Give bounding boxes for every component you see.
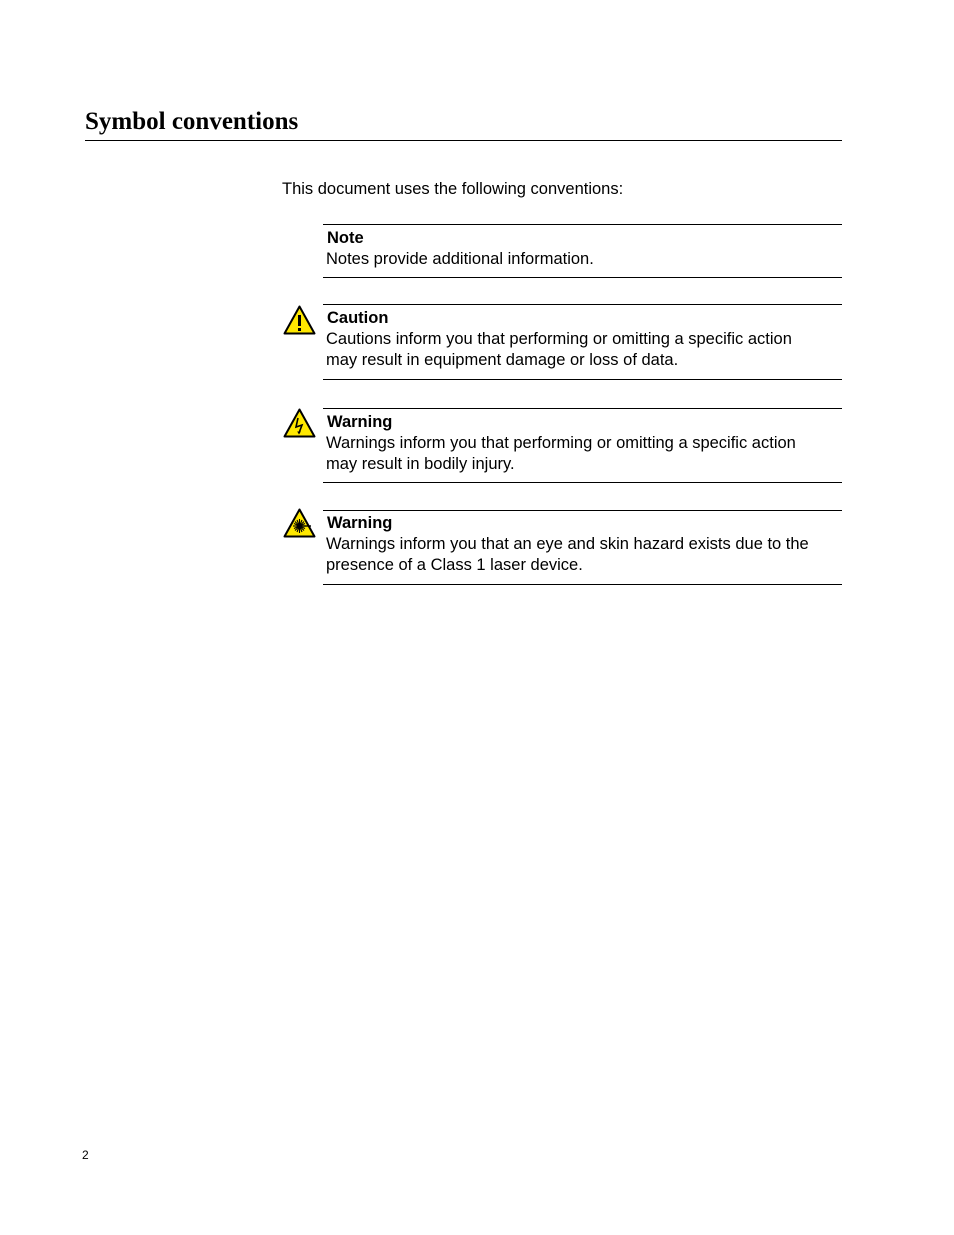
electrical-hazard-icon	[283, 408, 316, 438]
caution-block	[323, 304, 842, 380]
electrical-warning-heading: Warning	[327, 413, 393, 431]
laser-warning-block	[323, 510, 842, 585]
caution-exclamation-icon	[283, 305, 316, 335]
caution-text-line-1: Cautions inform you that performing or omitting a specific action	[326, 330, 792, 348]
page-number: 2	[82, 1148, 89, 1162]
electrical-warning-text-line-1: Warnings inform you that performing or omitting a specific action	[326, 434, 796, 452]
note-block	[323, 224, 842, 278]
title-divider	[85, 140, 842, 141]
laser-warning-text-line-1: Warnings inform you that an eye and skin hazard exists due to the	[326, 535, 809, 553]
caution-text-line-2: may result in equipment damage or loss of data.	[326, 350, 679, 369]
electrical-warning-block	[323, 408, 842, 483]
caution-heading: Caution	[327, 309, 389, 327]
note-heading: Note	[327, 229, 364, 247]
laser-warning-text-line-2: presence of a Class 1 laser device.	[326, 555, 583, 574]
note-text: Notes provide additional information.	[326, 250, 594, 268]
page-title: Symbol conventions	[85, 108, 299, 135]
electrical-warning-text-line-2: may result in bodily injury.	[326, 454, 515, 473]
laser-hazard-icon	[283, 508, 316, 538]
laser-warning-heading: Warning	[327, 514, 393, 532]
intro-text: This document uses the following conventions:	[282, 180, 624, 198]
